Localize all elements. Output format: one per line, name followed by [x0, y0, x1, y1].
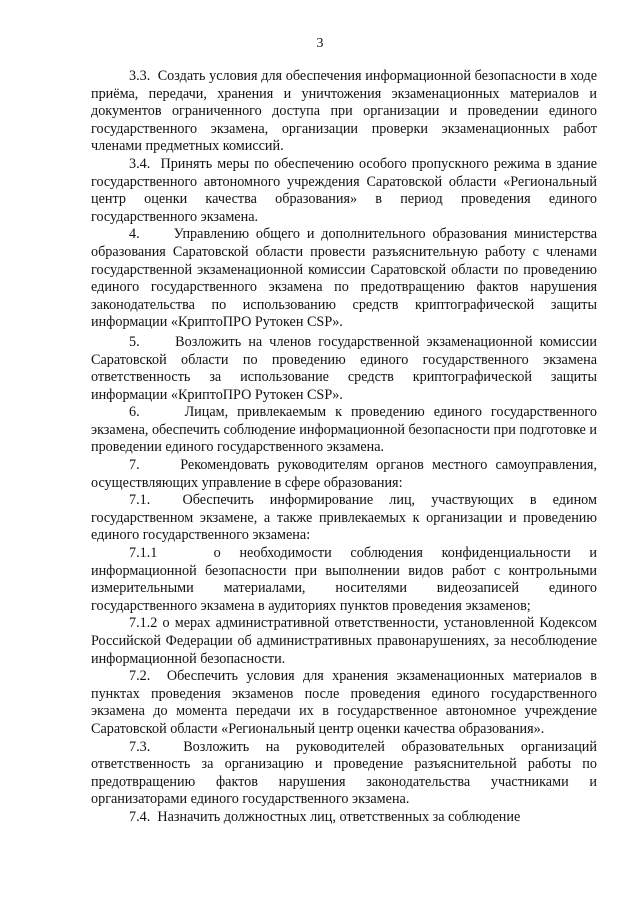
paragraph-7: 7. Рекомендовать руководителям органов местного самоуправления, осуществляющих управление в сфере образования:	[91, 457, 597, 491]
paragraph-7-4: 7.4. Назначить должностных лиц, ответственных за соблюдение	[129, 808, 521, 825]
paragraph-7-2: 7.2. Обеспечить условия для хранения экзаменационных материалов в пунктах проведения экзаменов после проведения единого государственного экзамена до момента передачи их в государственное автономное учреждение Саратовской области «Региональный центр оценки качества образования».	[91, 668, 597, 737]
paragraph-7-3: 7.3. Возложить на руководителей образовательных организаций ответственность за организацию и проведение разъяснительной работы по предотвращению фактов нарушения законодательства участниками и организаторами единого государственного экзамена.	[91, 738, 597, 808]
paragraph-3-3: 3.3. Создать условия для обеспечения информационной безопасности в ходе приёма, передачи, хранения и уничтожения экзаменационных материалов и документов ограниченного доступа при организации и проведении единого государственного экзамена, организации проверки экзаменационных работ членами предметных комиссий.	[91, 68, 597, 155]
document-body	[91, 68, 597, 827]
paragraph-7-1-1: 7.1.1 о необходимости соблюдения конфиденциальности и информационной безопасности при выполнении видов работ с контрольными измерительными материалами, носителями видеозаписей единого государственного экзамена в аудиториях пунктов проведения экзаменов;	[91, 545, 597, 614]
paragraph-6: 6. Лицам, привлекаемым к проведению единого государственного экзамена, обеспечить соблюдение информационной безопасности при подготовке и проведении единого государственного экзамена.	[91, 404, 597, 456]
page-number: 3	[316, 36, 324, 51]
paragraph-4: 4. Управлению общего и дополнительного образования министерства образования Саратовской области провести разъяснительную работу с членами государственной экзаменационной комиссии Саратовской области по проведению единого государственного экзамена по предотвращению фактов нарушения законодательства по использованию средств криптографической защиты информации «КриптоПРО Рутокен CSP».	[91, 226, 597, 331]
paragraph-5: 5. Возложить на членов государственной экзаменационной комиссии Саратовской области по проведению единого государственного экзамена ответственность за использование средств криптографической защиты информации «КриптоПРО Рутокен CSP».	[91, 333, 597, 403]
paragraph-3-4: 3.4. Принять меры по обеспечению особого пропускного режима в здание государственного автономного учреждения Саратовской области «Региональный центр оценки качества образования» в период проведения единого государственного экзамена.	[91, 155, 597, 225]
paragraph-7-1: 7.1. Обеспечить информирование лиц, участвующих в едином государственном экзамене, а также привлекаемых к организации и проведению единого государственного экзамена:	[91, 492, 597, 544]
paragraph-7-1-2: 7.1.2 о мерах административной ответственности, установленной Кодексом Российской Федерации об административных правонарушениях, за несоблюдение информационной безопасности.	[91, 615, 597, 667]
